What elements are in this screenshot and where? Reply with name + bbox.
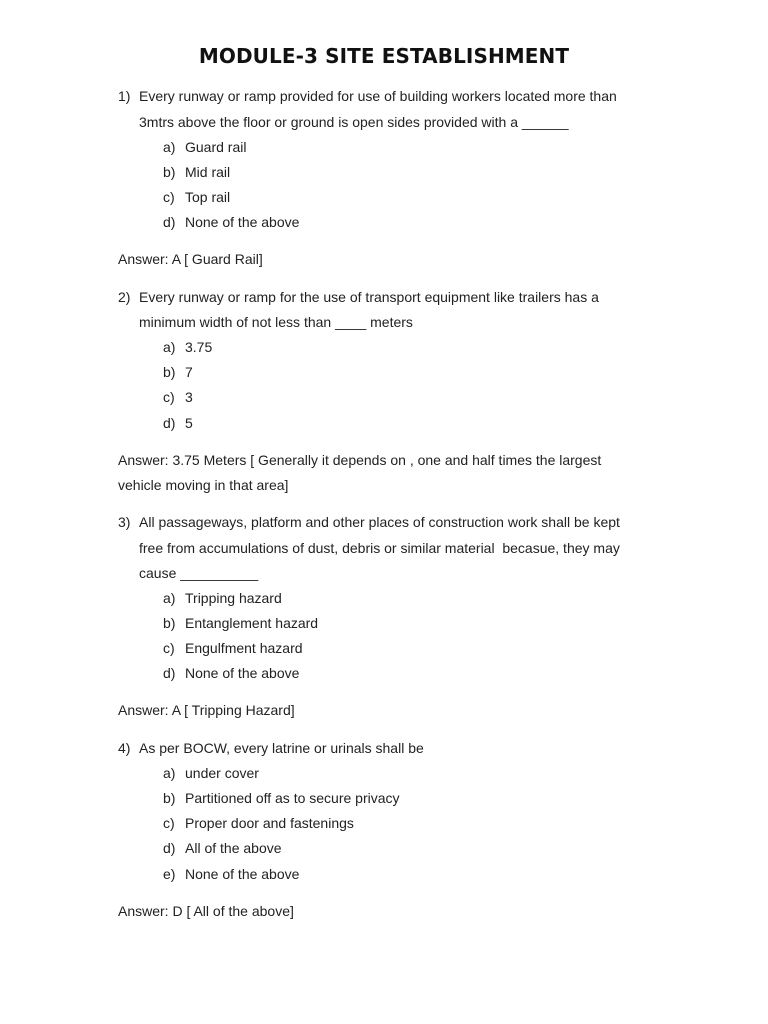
page-title: MODULE-3 SITE ESTABLISHMENT — [198, 44, 570, 68]
option-letter: d) — [163, 415, 176, 431]
question-text: Every runway or ramp provided for use of building workers located more than — [139, 88, 617, 104]
option-text: Partitioned off as to secure privacy — [185, 790, 400, 806]
option-letter: c) — [163, 189, 175, 205]
option-text: Top rail — [185, 189, 231, 205]
option-letter: b) — [163, 364, 176, 380]
option-letter: d) — [163, 840, 176, 856]
option-letter: a) — [163, 139, 176, 155]
option-letter: a) — [163, 590, 176, 606]
option-text: 7 — [185, 364, 193, 380]
option-text: Mid rail — [185, 164, 231, 180]
question-text: minimum width of not less than ____ meters — [139, 314, 413, 330]
option-text: All of the above — [185, 840, 282, 856]
answer-text: Answer: A [ Tripping Hazard] — [118, 702, 295, 718]
option-text: Entanglement hazard — [185, 615, 319, 631]
option-letter: b) — [163, 164, 176, 180]
question-number: 3) — [118, 514, 131, 530]
option-letter: a) — [163, 339, 176, 355]
question-number: 4) — [118, 740, 131, 756]
option-letter: c) — [163, 815, 175, 831]
option-text: under cover — [185, 765, 259, 781]
option-text: Engulfment hazard — [185, 640, 303, 656]
question-text: Every runway or ramp for the use of transport equipment like trailers has a — [139, 289, 599, 305]
option-text: None of the above — [185, 665, 300, 681]
option-letter: e) — [163, 866, 176, 882]
option-letter: c) — [163, 389, 175, 405]
option-text: None of the above — [185, 866, 300, 882]
question-text: As per BOCW, every latrine or urinals shall be — [139, 740, 424, 756]
option-text: 3 — [185, 389, 193, 405]
option-letter: c) — [163, 640, 175, 656]
option-letter: d) — [163, 665, 176, 681]
question-text: cause __________ — [139, 565, 259, 581]
answer-text: Answer: 3.75 Meters [ Generally it depends on , one and half times the largest — [118, 452, 602, 468]
option-text: Proper door and fastenings — [185, 815, 354, 831]
answer-text: Answer: A [ Guard Rail] — [118, 251, 263, 267]
question-number: 2) — [118, 289, 131, 305]
question-text: free from accumulations of dust, debris or similar material becasue, they may — [139, 540, 620, 556]
option-letter: a) — [163, 765, 176, 781]
option-letter: b) — [163, 790, 176, 806]
answer-text: vehicle moving in that area] — [118, 477, 289, 493]
option-text: 3.75 — [185, 339, 213, 355]
question-number: 1) — [118, 88, 131, 104]
option-text: Guard rail — [185, 139, 247, 155]
option-letter: d) — [163, 214, 176, 230]
question-text: 3mtrs above the floor or ground is open sides provided with a ______ — [139, 114, 569, 130]
option-text: Tripping hazard — [185, 590, 282, 606]
option-text: None of the above — [185, 214, 300, 230]
option-letter: b) — [163, 615, 176, 631]
option-text: 5 — [185, 415, 193, 431]
answer-text: Answer: D [ All of the above] — [118, 903, 294, 919]
question-text: All passageways, platform and other places of construction work shall be kept — [139, 514, 620, 530]
